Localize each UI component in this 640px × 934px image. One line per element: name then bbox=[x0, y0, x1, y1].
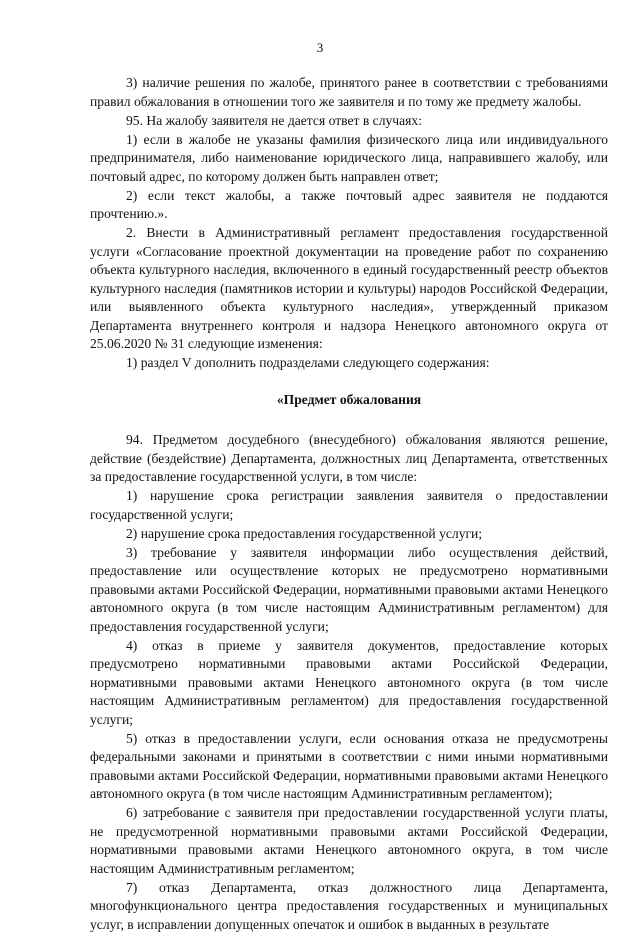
paragraph: 2) нарушение срока предоставления государственной услуги; bbox=[90, 525, 608, 544]
document-body bbox=[90, 74, 608, 934]
paragraph: 4) отказ в приеме у заявителя документов, предоставление которых предусмотрено нормативными правовыми актами Российской Федерации, нормативными правовыми актами Ненецкого автономного округа (в том числе настоящим Административным регламентом) для предоставления государственной услуги; bbox=[90, 637, 608, 730]
paragraph: 2) если текст жалобы, а также почтовый адрес заявителя не поддаются прочтению.». bbox=[90, 187, 608, 224]
paragraph: 95. На жалобу заявителя не дается ответ в случаях: bbox=[90, 112, 608, 131]
paragraph: 3) наличие решения по жалобе, принятого ранее в соответствии с требованиями правил обжалования в отношении того же заявителя и по тому же предмету жалобы. bbox=[90, 74, 608, 111]
page-number: 3 bbox=[0, 40, 640, 56]
paragraph: 1) если в жалобе не указаны фамилия физического лица или индивидуального предпринимателя, либо наименование юридического лица, направившего жалобу, или почтовый адрес, по которому должен быть направлен ответ; bbox=[90, 131, 608, 187]
section-heading: «Предмет обжалования bbox=[90, 391, 608, 410]
paragraph: 94. Предметом досудебного (внесудебного) обжалования являются решение, действие (бездействие) Департамента, должностных лиц Департамента, ответственных за предоставление государственной услуги, в том числе: bbox=[90, 431, 608, 487]
paragraph: 6) затребование с заявителя при предоставлении государственной услуги платы, не предусмотренной нормативными правовыми актами Российской Федерации, нормативными правовыми актами Ненецкого автономного округа, в том числе настоящим Административным регламентом; bbox=[90, 804, 608, 878]
paragraph: 7) отказ Департамента, отказ должностного лица Департамента, многофункционального центра предоставления государственных и муниципальных услуг, в исправлении допущенных опечаток и ошибок в выданных в результате bbox=[90, 879, 608, 934]
paragraph: 2. Внести в Административный регламент предоставления государственной услуги «Согласование проектной документации на проведение работ по сохранению объекта культурного наследия, включенного в единый государственный реестр объектов культурного наследия (памятников истории и культуры) народов Российской Федерации, или выявленного объекта культурного наследия», утвержденный приказом Департамента внутреннего контроля и надзора Ненецкого автономного округа от 25.06.2020 № 31 следующие изменения: bbox=[90, 224, 608, 354]
paragraph: 3) требование у заявителя информации либо осуществления действий, предоставление или осуществление которых не предусмотрено нормативными правовыми актами Российской Федерации, нормативными правовыми актами Ненецкого автономного округа (в том числе настоящим Административным регламентом) для предоставления государственной услуги; bbox=[90, 544, 608, 637]
paragraph: 1) нарушение срока регистрации заявления заявителя о предоставлении государственной услуги; bbox=[90, 487, 608, 524]
paragraph: 1) раздел V дополнить подразделами следующего содержания: bbox=[90, 354, 608, 373]
paragraph: 5) отказ в предоставлении услуги, если основания отказа не предусмотрены федеральными законами и принятыми в соответствии с ними иными нормативными правовыми актами Российской Федерации, нормативными правовыми актами Ненецкого автономного округа (в том числе настоящим Административным регламентом); bbox=[90, 730, 608, 804]
